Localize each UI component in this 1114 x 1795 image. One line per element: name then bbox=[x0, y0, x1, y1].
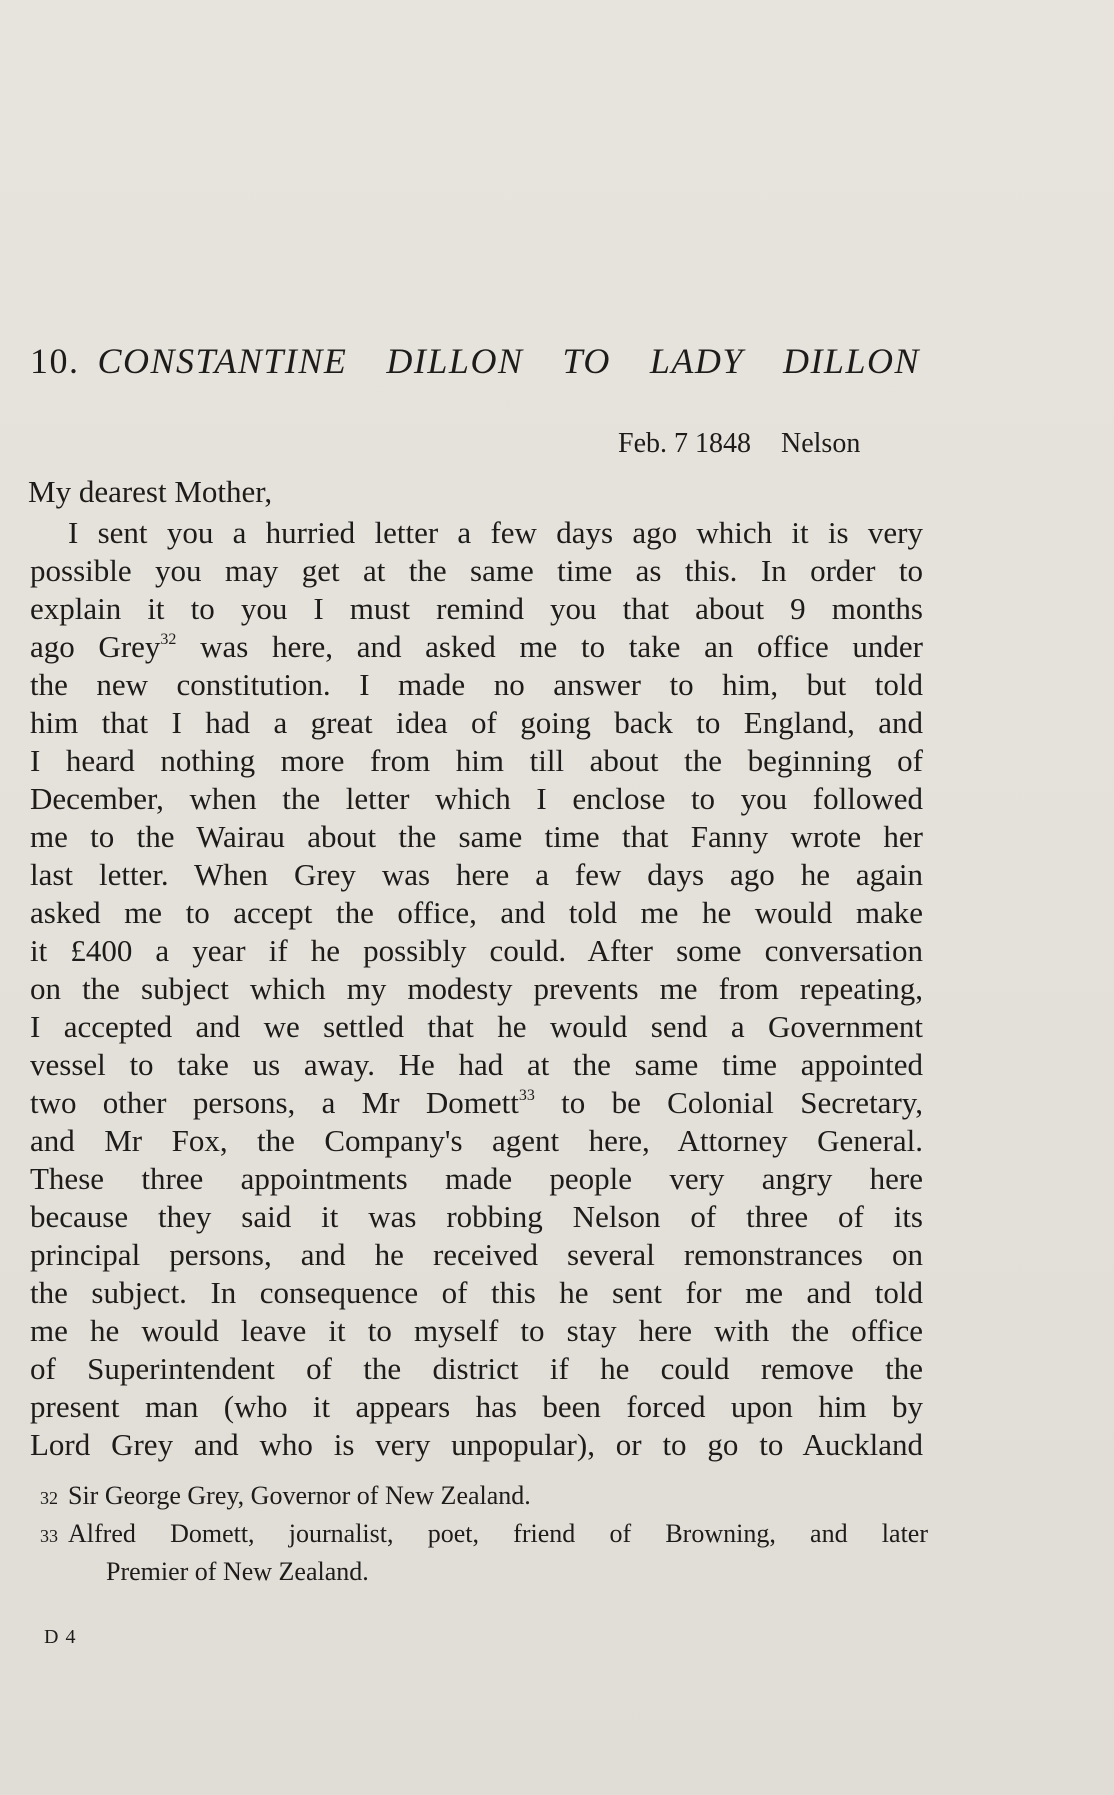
body-line: possible you may get at the same time as this. In order to bbox=[30, 553, 923, 588]
body-line: I sent you a hurried letter a few days ago which it is very bbox=[68, 515, 923, 550]
body-line: because they said it was robbing Nelson of three of its bbox=[30, 1199, 923, 1234]
footnote-mark: 32 bbox=[40, 1488, 58, 1508]
letter-date: Feb. 7 1848 bbox=[618, 428, 751, 459]
signature-mark: D 4 bbox=[44, 1626, 77, 1648]
body-line: I heard nothing more from him till about the beginning of bbox=[30, 743, 923, 778]
body-line: on the subject which my modesty prevents me from repeating, bbox=[30, 971, 923, 1006]
body-line: it £400 a year if he possibly could. After some conversation bbox=[30, 933, 923, 968]
dateline bbox=[618, 428, 860, 460]
body-line bbox=[30, 628, 923, 666]
body-line: him that I had a great idea of going back to England, and bbox=[30, 705, 923, 740]
footnote-mark: 33 bbox=[40, 1526, 58, 1546]
body-line: the new constitution. I made no answer to him, but told bbox=[30, 667, 923, 702]
body-line: I accepted and we settled that he would send a Government bbox=[30, 1009, 923, 1044]
footnote-33 bbox=[40, 1516, 928, 1554]
footnote-ref-32: 32 bbox=[160, 631, 177, 648]
footnotes bbox=[40, 1478, 928, 1590]
footnote-continuation: Premier of New Zealand. bbox=[106, 1557, 369, 1586]
body-line-start: two other persons, a Mr Domett bbox=[30, 1085, 519, 1120]
body-line: These three appointments made people very angry here bbox=[30, 1161, 923, 1196]
letter-heading bbox=[30, 340, 920, 382]
body-line: me he would leave it to myself to stay here with the office bbox=[30, 1313, 923, 1348]
body-line: last letter. When Grey was here a few days ago he again bbox=[30, 857, 923, 892]
body-line bbox=[30, 1084, 923, 1122]
body-line: and Mr Fox, the Company's agent here, Attorney General. bbox=[30, 1123, 923, 1158]
body-line: asked me to accept the office, and told me he would make bbox=[30, 895, 923, 930]
footnote-32 bbox=[40, 1478, 928, 1516]
letter-title: CONSTANTINE DILLON TO LADY DILLON bbox=[97, 341, 920, 381]
letter-place: Nelson bbox=[781, 428, 861, 459]
body-line-end: to be Colonial Secretary, bbox=[534, 1085, 924, 1120]
body-line: present man (who it appears has been forced upon him by bbox=[30, 1389, 923, 1424]
body-line: December, when the letter which I enclose to you followed bbox=[30, 781, 923, 816]
letter-number: 10. bbox=[30, 341, 80, 381]
letter-body bbox=[30, 514, 923, 1464]
body-line: of Superintendent of the district if he could remove the bbox=[30, 1351, 923, 1386]
body-line: vessel to take us away. He had at the same time appointed bbox=[30, 1047, 923, 1082]
footnote-text: Alfred Domett, journalist, poet, friend of Browning, and later bbox=[68, 1519, 928, 1548]
body-line: principal persons, and he received several remonstrances on bbox=[30, 1237, 923, 1272]
footnote-ref-33: 33 bbox=[518, 1087, 535, 1104]
footnote-text: Sir George Grey, Governor of New Zealand. bbox=[68, 1481, 531, 1510]
body-line: Lord Grey and who is very unpopular), or to go to Auckland bbox=[30, 1427, 923, 1462]
salutation: My dearest Mother, bbox=[28, 474, 273, 509]
body-line: the subject. In consequence of this he sent for me and told bbox=[30, 1275, 923, 1310]
body-line: me to the Wairau about the same time that Fanny wrote her bbox=[30, 819, 923, 854]
body-line-start: ago Grey bbox=[30, 629, 161, 664]
body-line-end: was here, and asked me to take an office under bbox=[176, 629, 923, 664]
body-line: explain it to you I must remind you that about 9 months bbox=[30, 591, 923, 626]
